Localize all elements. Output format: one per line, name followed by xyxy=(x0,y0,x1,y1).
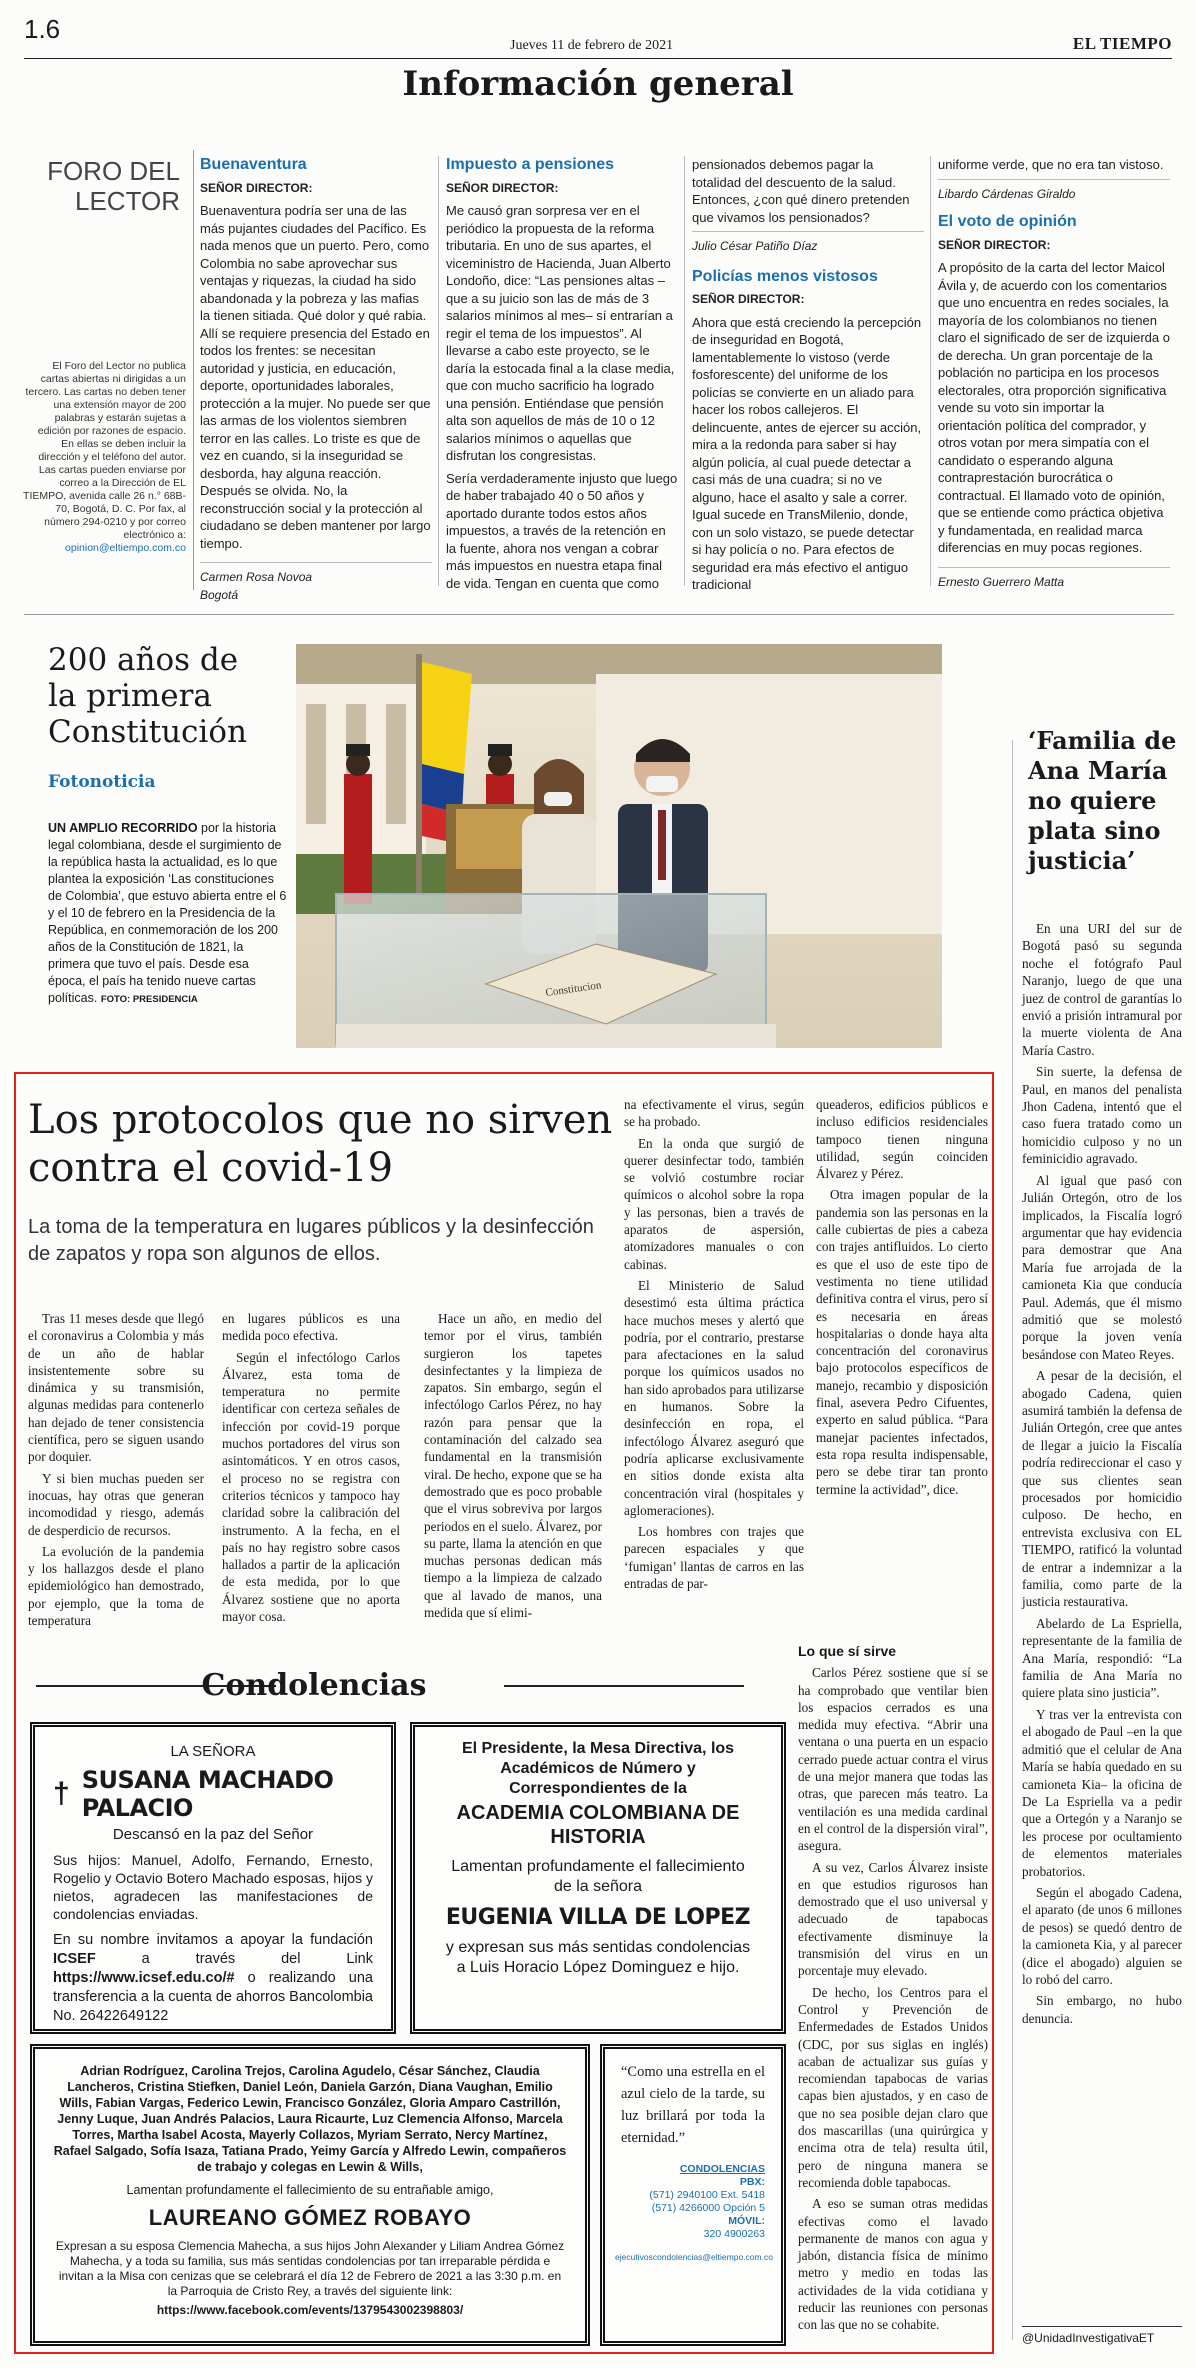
column-divider xyxy=(1012,740,1013,2340)
article-paragraph: Y si bien muchas pueden ser inocuas, hay otras que generan incomodidad y riesgo, además de desperdicio de recursos. xyxy=(28,1470,204,1538)
article-column-3 xyxy=(424,1310,602,1625)
sidebar-paragraph: Según el abogado Cadena, el aparato (de unos 6 millones de pesos) se quedó dentro de la camioneta Kia, y al parecer (dice el abogado) alguien se lo robó del carro. xyxy=(1022,1884,1182,1987)
letter-salutation: SEÑOR DIRECTOR: xyxy=(200,180,313,195)
article-paragraph: La evolución de la pandemia y los hallazgos desde el plano epidemiológico han demostrado, por ejemplo, que la toma de temperatura xyxy=(28,1543,204,1629)
article-column-4 xyxy=(624,1096,804,1596)
article-paragraph: Los hombres con trajes que parecen espaciales y que ‘fumigan’ llantas de carros en las entradas de par- xyxy=(624,1524,804,1592)
condolencias-contact-box xyxy=(600,2044,786,2346)
caption-lead: UN AMPLIO RECORRIDO xyxy=(48,821,198,835)
movil-label: MÓVIL: xyxy=(728,2215,765,2227)
article-subhead: Lo que sí sirve xyxy=(798,1643,897,1659)
pbx-number: (571) 2940100 Ext. 5418 xyxy=(649,2189,765,2201)
contact-quote: “Como una estrella en el azul cielo de la tarde, su luz brillará por toda la eternidad.” xyxy=(621,2064,765,2146)
obit-closing: y expresan sus más sentidas condolencias a Luis Horacio López Dominguez e hijo. xyxy=(445,1939,751,1976)
article-paragraph: A su vez, Carlos Álvarez insiste en que estudios rigurosos han demostrado que el uso universal y adecuado de tapabocas efectivamente disminuye la transmisión del virus en un porcentaje muy elevado. xyxy=(798,1859,988,1979)
signature-name: Carmen Rosa Novoa xyxy=(200,570,313,584)
obit-label: LA SEÑORA xyxy=(170,1743,256,1760)
article-deck: La toma de la temperatura en lugares públicos y la desinfección de zapatos y ropa son algunos de ellos. xyxy=(28,1216,594,1265)
newspaper-brand: EL TIEMPO xyxy=(1072,34,1172,53)
sidebar-paragraph: Sin embargo, no hubo denuncia. xyxy=(1022,1993,1182,2026)
letter-heading: Buenaventura xyxy=(200,156,307,173)
obit-names: Adrian Rodríguez, Carolina Trejos, Carolina Agudelo, César Sánchez, Claudia Lancheros, Cristina Stiefken, Daniel León, Daniela Garzón, Diana Vaughan, Emilio Wills, Fabian Vargas, Federico Lewin, Francisco González, Gloria Amparo Castrillón, Jenny Luque, Juan Andrés Palacios, Laura Ricaurte, Luz Clemencia Alfonso, Marcela Torres, Martha Isabel Acosta, Mayerly Collazos, Myriam Serrato, Nercy Martínez, Rafael Salgado, Sofía Isaza, Tatiana Prado, Yeimy García y Alfredo Lewin, compañeros de trabajo y colegas en Lewin & Wills, xyxy=(53,2064,567,2174)
column-divider xyxy=(438,156,439,586)
article-column-1 xyxy=(28,1310,204,1633)
article-column-2 xyxy=(222,1310,400,1629)
article-column-5 xyxy=(816,1096,988,1502)
sidebar-paragraph: Abelardo de La Espriella, representante de la familia de Ana María, respondió: “La familia de Ana María no quiere plata sino justicia”. xyxy=(1022,1615,1182,1701)
photo-credit: FOTO: PRESIDENCIA xyxy=(100,994,198,1005)
column-divider xyxy=(193,150,194,590)
fotonoticia-label: Fotonoticia xyxy=(48,772,156,792)
book-title-text: Constitucion xyxy=(544,979,603,999)
contact-label: CONDOLENCIAS xyxy=(679,2163,765,2175)
article-paragraph: Tras 11 meses desde que llegó el coronavirus a Colombia y más de un año de hablar insistentemente sobre su dinámica y su transmisión, algunas medidas para contenerlo han dejado de tener consistencia científica, pero se siguen usando por doquier. xyxy=(28,1311,204,1465)
letter-signature: Ernesto Guerrero Matta xyxy=(938,567,1170,592)
article-paragraph: Otra imagen popular de la pandemia son las personas en la calle cubiertas de pies a cabeza con trajes antifluidos. Lo cierto es que el uso de este tipo de vestimenta no tiene utilidad definitiva contra el virus, pero sí es necesaria en áreas hospitalarias o donde haya alta concentración del coronavirus bajo protocolos específicos de manejo, recambio y disposición final, asevera Pedro Cifuentes, experto en salud pública. “Para manejar pacientes infectados, esta ropa resulta indispensable, pero se debe tirar tan pronto termine la actividad”, dice. xyxy=(816,1187,988,1497)
letter-signature xyxy=(200,562,432,604)
sidebar-paragraph: En una URI del sur de Bogotá pasó su segunda noche el fotógrafo Paul Naranjo, luego de que una juez de control de garantías lo envió a prisión intramural por la muerte violenta de Ana María Castro. xyxy=(1022,921,1182,1058)
photo-illustration xyxy=(296,644,942,1048)
condolencias-title: Condolencias xyxy=(201,1668,427,1703)
invite-text: o realizando una transferencia a la cuenta de ahorros Bancolombia No. 26422649122 xyxy=(53,1970,373,2024)
movil-number: 320 4900263 xyxy=(703,2228,765,2240)
section-title: Información general xyxy=(402,64,794,104)
header-date: Jueves 11 de febrero de 2021 xyxy=(510,38,674,53)
contact-email[interactable]: ejecutivoscondolencias@eltiempo.com.co xyxy=(615,2252,773,2262)
guard-figure xyxy=(344,744,372,904)
obit-text: Expresan a su esposa Clemencia Mahecha, a sus hijos John Alexander y Liliam Andrea Gómez Mahecha, y a toda su familia, sus más sentidas condolencias por tan irreparable pérdida e invitan a la Misa con cenizas que se celebrará el día 12 de Febrero de 2021 a las 3:30 p.m. en la Parroquia de Cristo Rey, a través del siguiente link: xyxy=(55,2239,565,2298)
foro-note xyxy=(22,360,186,555)
invite-org: ICSEF xyxy=(53,1951,96,1967)
sidebar-paragraph: Al igual que pasó con Julián Ortegón, otro de los implicados, la Fiscalía logró argumentar que hay evidencia para demostrar que Ana María fue arrojada de la camioneta Kia que conducía Paul. Además, que él mismo admitió que se molestó porque la joven venía besándose con Mateo Reyes. xyxy=(1022,1172,1182,1362)
obit-name: LAUREANO GÓMEZ ROBAYO xyxy=(148,2205,472,2230)
caption-text: por la historia legal colombiana, desde el surgimiento de la república hasta la actualidad, es lo que plantea la exposición ‘Las constituciones de Colombia’, que estuvo abierta entre el 6 y el 10 de febrero en la Presidencia de la República, en conmemoración de los 200 años de la Constitución de 1821, la primera que tuvo el país. Desde esa época, el país ha tenido nueve cartas políticas. xyxy=(48,821,287,1005)
sidebar-paragraph: Sin suerte, la defensa de Paul, en manos del penalista Jhon Cadena, intentó que el caso fuera tratado como un homicidio culposo y no un feminicidio agravado. xyxy=(1022,1064,1182,1167)
obit-lament: Lamentan profundamente el fallecimiento de la señora xyxy=(451,1858,745,1895)
foro-email-link[interactable]: opinion@eltiempo.com.co xyxy=(65,542,186,554)
article-column-6 xyxy=(798,1635,988,2338)
obit-org: ACADEMIA COLOMBIANA DE HISTORIA xyxy=(456,1802,740,1848)
foro-title: FORO DEL LECTOR xyxy=(47,156,180,216)
article-paragraph: Hace un año, en medio del temor por el virus, también surgieron los tapetes desinfectantes y la limpieza de zapatos. Sin embargo, según el infectólogo Carlos Pérez, no hay razón para pensar que la contaminación del calzado sea fundamental en la transmisión viral. De hecho, expone que se ha demostrado que es poco probable que el virus sobreviva por largos periodos en el suelo. Álvarez, por su parte, llama la atención en que muchas personas dedican más tiempo a la limpieza de calzado que al lavado de manos, una medida que sí elimi- xyxy=(424,1311,602,1621)
letter-paragraph: uniforme verde, que no era tan vistoso. xyxy=(938,157,1164,172)
obit-invitation xyxy=(53,1931,373,2026)
letter-policias xyxy=(692,156,924,599)
sidebar-paragraph: A pesar de la decisión, el abogado Cadena, quien asumirá también la defensa de Julián Ortegón, cree que antes de llegar a juicio la Fiscalía podría redireccionar el caso y que sus clientes sean procesados por homicidio culposo. De hecho, en entrevista exclusiva con EL TIEMPO, ratificó la voluntad de entrar a indemnizar a la familia, como parte de la justicia restaurativa. xyxy=(1022,1368,1182,1610)
obit-text: Sus hijos: Manuel, Adolfo, Fernando, Ernesto, Rogelio y Octavio Botero Machado esposas, hijos y nietos, agradecen las manifestaciones de condolencias enviadas. xyxy=(53,1852,373,1922)
invite-link[interactable]: https://www.icsef.edu.co/# xyxy=(53,1970,235,1986)
letter-paragraph: A propósito de la carta del lector Maicol Ávila y, de acuerdo con los comentarios que uno encuentra en redes sociales, la mayoría de los colombianos no tienen claro el significado de ser de izquierda o de derecha. Un gran porcentaje de la población no participa en los procesos electorales, otra proporción significativa vende su voto sin importar la orientación política del comprador, y otros votan por mera simpatía con el candidato o esperando alguna contraprestación burocrática o contractual. El llamado voto de opinión, que se entiende como práctica objetiva y fundamentada, en realidad marca diferencias en muy pocas regiones. xyxy=(938,260,1170,555)
obit-name: EUGENIA VILLA DE LOPEZ xyxy=(445,1905,751,1930)
foro-note-text: El Foro del Lector no publica cartas abiertas ni dirigidas a un tercero. Las cartas no deben tener una extensión mayor de 200 palabras y estarán sujetas a edición por razones de espacio. En ellas se deben incluir la dirección y el teléfono del autor. Las cartas pueden enviarse por correo a la Dirección de EL TIEMPO, avenida calle 26 n.° 68B-70, Bogotá, D. C. Por fax, al número 294-0210 y por correo electrónico a: xyxy=(23,360,186,541)
letter-paragraph: Buenaventura podría ser una de las más pujantes ciudades del Pacífico. Es nada menos que un puerto. Pero, como Colombia no sabe aprovechar sus ventajas y riquezas, la ciudad ha sido abandonada y la pobreza y las mafias la tienen sitiada. Qué dolor y qué rabia. Allí se requiere presencia del Estado en todos los frentes: se necesitan autoridad y justicia, en educación, deporte, oportunidades laborales, protección a la mujer. No puede ser que las armas de los violentos siembren terror en las calles. Lo triste es que de vez en cuando, si la inseguridad se desborda, hay alguna reacción. Después se olvida. No, la reconstrucción social y la protección al ciudadano se deben mantener por largo tiempo. xyxy=(200,203,431,551)
letter-salutation: SEÑOR DIRECTOR: xyxy=(446,180,559,195)
page-number: 1.6 xyxy=(24,14,61,44)
article-paragraph: El Ministerio de Salud desestimó esta última práctica hace muchos meses y alertó que podría, por el contrario, prestarse para afectaciones en la salud porque los químicos usados no han sido aprobados para utilizarse en humanos. Sobre la desinfección en ropa, el infectólogo Álvarez aseguró que podría aplicarse exclusivamente en sitios donde exista alta concentración viral (hospitales y aglomeraciones). xyxy=(624,1277,804,1518)
sidebar-title: ‘Familia de Ana María no quiere plata sino justicia’ xyxy=(1028,726,1177,875)
article-paragraph: na efectivamente el virus, según se ha probado. xyxy=(624,1097,804,1130)
article-paragraph: De hecho, los Centros para el Control y Prevención de Enfermedades de Estados Unidos (CDC, por sus siglas en inglés) acaban de actualizar sus guías y recomiendan tapabocas de varias capas bien ajustados, y en caso de que no sea posible dejan claro que dos mascarillas (una quirúrgica y encima otra de tela) resulta útil, pero de ninguna manera se recomienda doble tapabocas. xyxy=(798,1984,988,2190)
article-paragraph: queaderos, edificios públicos e incluso edificios residenciales tampoco tienen ninguna utilidad, según coinciden Álvarez y Pérez. xyxy=(816,1097,988,1182)
letter-salutation: SEÑOR DIRECTOR: xyxy=(938,237,1051,252)
pbx-number: (571) 4266000 Opción 5 xyxy=(651,2202,765,2214)
feature-caption xyxy=(48,820,288,1008)
obit-name: SUSANA MACHADO PALACIO xyxy=(81,1766,334,1822)
letter-signature: Libardo Cárdenas Giraldo xyxy=(938,179,1170,204)
letter-paragraph: pensionados debemos pagar la totalidad del descuento de la salud. Entonces, ¿con qué dinero pretenden que vivamos los pensionados? xyxy=(692,157,910,225)
article-paragraph: A eso se suman otras medidas efectivas como el lavado permanente de manos con agua y jabón, distancia física de mínimo metro y medio en todas las actividades de la vida cotidiana y reducir las reuniones con personas con las que no se cohabite. xyxy=(798,2196,988,2333)
obit-subtitle: Descansó en la paz del Señor xyxy=(112,1826,314,1843)
obituary-machado xyxy=(30,1722,396,2034)
section-divider xyxy=(24,614,1174,615)
sidebar-paragraph: Y tras ver la entrevista con el abogado de Paul –en la que admitió que el celular de Ana María se había quedado en su camioneta Kia– la oficina de De La Espriella va a pedir que a Ortegón y a Naranjo se les procese por ocultamiento de elementos materiales probatorios. xyxy=(1022,1706,1182,1879)
column-divider xyxy=(930,156,931,586)
letter-paragraph: Ahora que está creciendo la percepción de inseguridad en Bogotá, lamentablemente lo vistoso (verde fosforescente) del uniforme de los policías se convierte en un aliado para hacer los robos callejeros. El delincuente, antes de ejercer su acción, mira a la redonda para saber si hay algún policía, al cual puede detectar a casi más de una cuadra; si no ve alguno, hace el asalto y sale a correr. Igual sucede en TransMilenio, donde, con un solo vistazo, se puede detectar si hay policía o no. Para efectos de seguridad era más efectivo el antiguo tradicional xyxy=(692,314,922,592)
header-rule xyxy=(24,58,1172,59)
sidebar-signature: @UnidadInvestigativaET xyxy=(1022,2326,1182,2345)
letter-heading: El voto de opinión xyxy=(938,213,1077,230)
article-headline: Los protocolos que no sirven contra el covid-19 xyxy=(28,1097,613,1191)
letter-impuesto-pensiones xyxy=(446,156,678,597)
column-divider xyxy=(684,156,685,586)
obituary-gomez xyxy=(30,2044,590,2346)
obituary-villa xyxy=(410,1722,786,2034)
letter-salutation: SEÑOR DIRECTOR: xyxy=(692,292,805,306)
obit-lament: Lamentan profundamente el fallecimiento de su entrañable amigo, xyxy=(126,2183,494,2197)
invite-text: En su nombre invitamos a apoyar la fundación xyxy=(53,1932,373,1948)
exhibition-photo xyxy=(296,644,942,1048)
article-paragraph: En la onda que surgió de querer desinfectar todo, también se volvió costumbre rociar químicos o alcohol sobre la ropa y las personas, bien a través de aparatos de aspersión, atomizadores manuales o con cabinas. xyxy=(624,1135,804,1272)
article-paragraph: en lugares públicos es una medida poco efectiva. xyxy=(222,1311,400,1344)
signature-city: Bogotá xyxy=(200,587,239,602)
article-paragraph: Según el infectólogo Carlos Álvarez, esta toma de temperatura no permite identificar con certeza señales de infección por covid-19 porque muchos portadores del virus son asintomáticos. Y en otros casos, el proceso no se registra con criterios técnicos y tampoco hay claridad sobre la calibración del instrumento. A la fecha, en el país no hay registro sobre casos hallados a partir de la aplicación de esta medida, por lo que Álvarez sostiene que no aporta mayor cosa. xyxy=(222,1349,400,1625)
letter-heading: Policías menos vistosos xyxy=(692,267,878,285)
letter-signature: Julio César Patiño Díaz xyxy=(692,231,924,256)
sidebar-body xyxy=(1022,920,1182,2031)
obit-link[interactable]: https://www.facebook.com/events/1379543002398803/ xyxy=(156,2303,464,2317)
letter-buenaventura xyxy=(200,156,432,604)
feature-title: 200 años de la primera Constitución xyxy=(48,642,247,750)
invite-text: a través del Link xyxy=(95,1951,373,1967)
article-paragraph: Carlos Pérez sostiene que sí se ha comprobado que ventilar bien los espacios cerrados es una medida muy efectiva. “Abrir una ventana o una puerta en un espacio cerrado puede actuar contra el virus de una mejor manera que todas las otras, que parecen más teatro. La ventilación es una medida cardinal en el control de la dispersión viral”, asegura. xyxy=(798,1665,988,1854)
letter-voto-opinion xyxy=(938,156,1170,591)
letter-paragraph: Me causó gran sorpresa ver en el periódico la propuesta de la reforma tributaria. En uno de sus apartes, el viceministro de Hacienda, Juan Alberto Londoño, dice: “Las pensiones altas –que a su juicio son las de más de 3 salarios mínimos al mes– sí entrarían a regir el tema de los impuestos”. Al llevarse a cabo este proyecto, se le daría la estocada final a la clase media, que con mucho sacrificio ha logrado una pensión. Entiéndase que pensión alta son aquellos de más de 10 o 12 salarios mínimos o aquellas que disfrutan los congresistas. xyxy=(446,203,675,463)
letter-paragraph: Sería verdaderamente injusto que luego de haber trabajado 40 o 50 años y aportado durante todos estos años impuestos, a través de la retención en la fuente, ahora nos vengan a cobrar más impuestos en nuestra etapa final de vida. Tengan en cuenta que como xyxy=(446,470,678,591)
obit-header: El Presidente, la Mesa Directiva, los Académicos de Número y Correspondientes de la xyxy=(461,1740,735,1797)
pbx-label: PBX: xyxy=(739,2176,765,2188)
letter-heading: Impuesto a pensiones xyxy=(446,156,615,173)
cross-icon: † xyxy=(53,1777,70,1810)
